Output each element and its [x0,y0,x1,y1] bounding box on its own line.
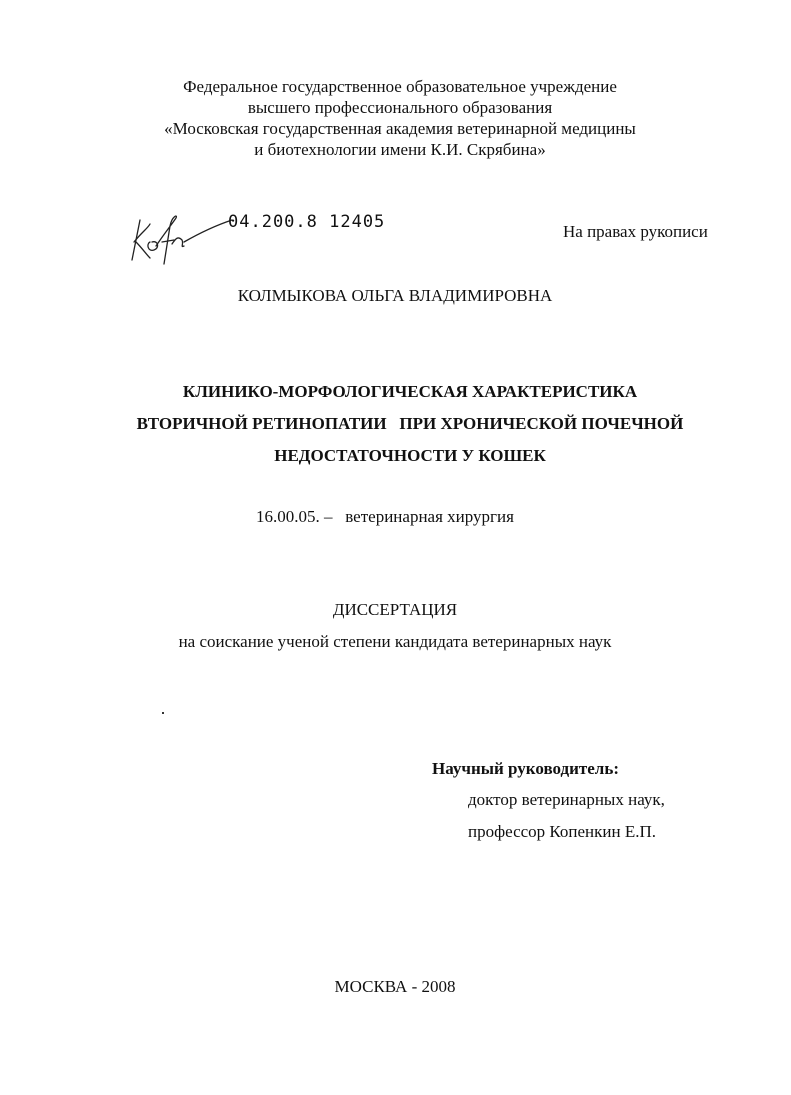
title-line-3: НЕДОСТАТОЧНОСТИ У КОШЕК [274,446,546,465]
supervisor-name: профессор Копенкин Е.П. [468,822,657,841]
specialty-name: ветеринарная хирургия [345,507,514,526]
supervisor-degree: доктор ветеринарных наук, [468,790,665,809]
institution-line-3: «Московская государственная академия ветеринарной медицины [164,119,636,138]
specialty-code: 16.00.05. – [256,507,333,526]
institution-line-1: Федеральное государственное образовательное учреждение [183,77,617,96]
institution-line-4: и биотехнологии имени К.И. Скрябина» [254,140,546,159]
city-year: МОСКВА - 2008 [334,977,456,996]
specialty [256,507,514,527]
institution-line-2: высшего профессионального образования [247,98,553,117]
degree-line: на соискание ученой степени кандидата ветеринарных наук [178,632,612,651]
dissertation-title [70,376,750,472]
supervisor-label: Научный руководитель: [432,759,619,778]
registration-stamp: 04.200.8 12405 [228,212,386,232]
title-line-1: КЛИНИКО-МОРФОЛОГИЧЕСКАЯ ХАРАКТЕРИСТИКА [182,382,638,401]
scan-speck [162,712,164,714]
handwritten-signature [128,198,238,268]
institution-header [100,76,700,160]
title-line-2: ВТОРИЧНОЙ РЕТИНОПАТИИ ПРИ ХРОНИЧЕСКОЙ ПОЧЕЧНОЙ [136,414,684,433]
rights-note: На правах рукописи [563,222,708,241]
author-name: КОЛМЫКОВА ОЛЬГА ВЛАДИМИРОВНА [237,286,553,305]
document-type: ДИССЕРТАЦИЯ [332,600,458,619]
